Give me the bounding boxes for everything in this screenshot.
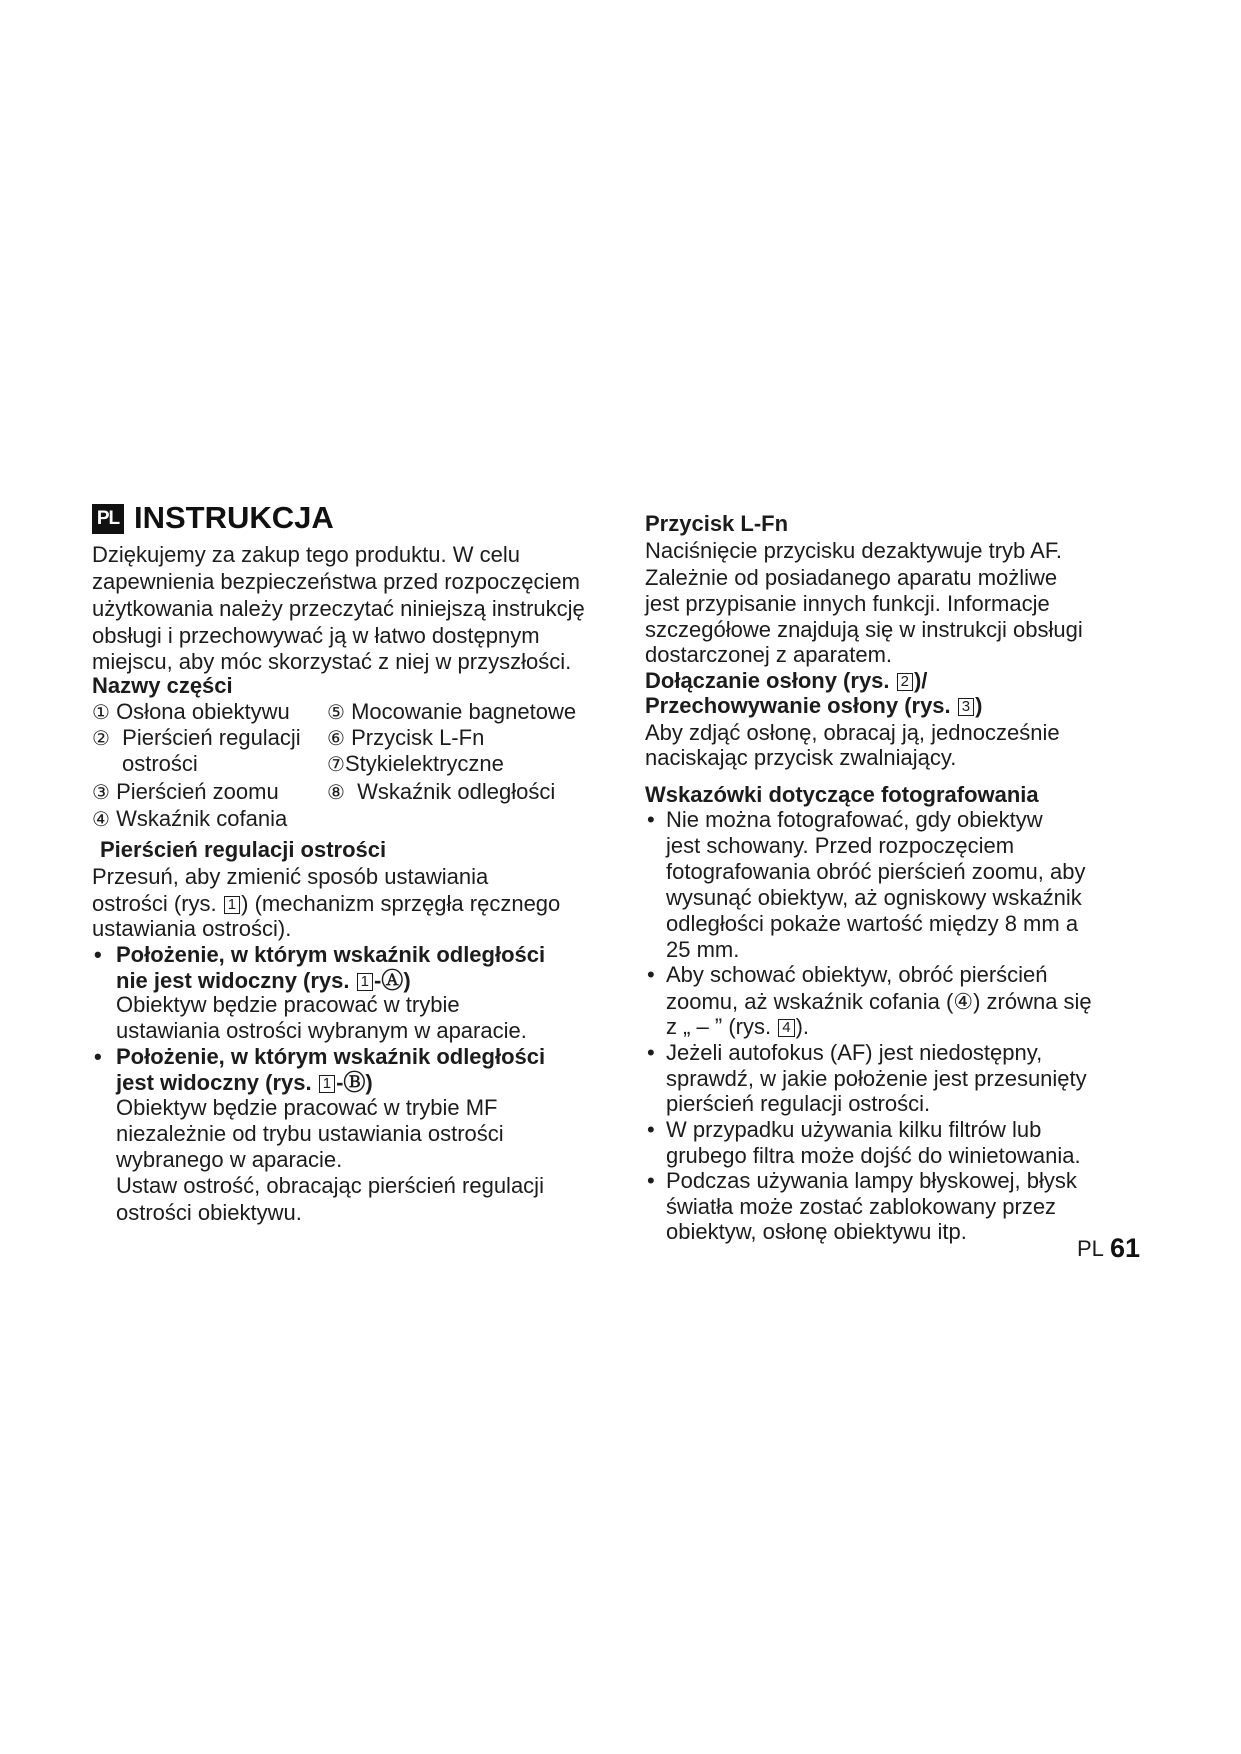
part-label: Osłona obiektywu: [116, 699, 290, 724]
bullet-marker: •: [647, 807, 655, 832]
focus-ring-line: Przesuń, aby zmienić sposób ustawiania: [92, 864, 489, 889]
bullet-title: Położenie, w którym wskaźnik odległości: [116, 942, 546, 967]
figure-ref: 1: [224, 896, 240, 914]
bullet-body-line: ustawiania ostrości wybranym w aparacie.: [116, 1018, 527, 1043]
bullet-marker: •: [647, 1117, 655, 1142]
part-number: ④: [92, 807, 110, 831]
lfn-line: szczegółowe znajdują się w instrukcji obsługi: [645, 617, 1083, 642]
tip-line: Nie można fotografować, gdy obiektyw: [666, 807, 1043, 832]
part-item: [327, 751, 504, 777]
tip-line: fotografowania obróć pierścień zoomu, aby: [666, 859, 1086, 884]
tip-line: światła może zostać zablokowany przez: [666, 1194, 1057, 1219]
figure-ref: 3: [958, 698, 974, 716]
hood-heading: [645, 693, 982, 719]
text-segment: nie jest widoczny (rys.: [116, 968, 356, 993]
footer-language: PL: [1077, 1236, 1104, 1261]
position-mark: -Ⓐ: [373, 968, 404, 993]
bullet-marker: •: [94, 942, 102, 967]
figure-ref: 2: [897, 673, 913, 691]
part-label: Mocowanie bagnetowe: [351, 699, 577, 724]
tip-line: 25 mm.: [666, 937, 740, 962]
text-segment: Przechowywanie osłony (rys.: [645, 693, 957, 718]
part-label: Pierścień regulacji: [122, 725, 301, 750]
lfn-line: Zależnie od posiadanego aparatu możliwe: [645, 565, 1058, 590]
tip-line: sprawdź, w jakie położenie jest przesunięty: [666, 1066, 1087, 1091]
part-label-continued: ostrości: [122, 751, 198, 776]
part-label: Pierścień zoomu: [116, 779, 279, 804]
text-segment: ): [975, 693, 983, 718]
text-segment: Dołączanie osłony (rys.: [645, 668, 896, 693]
part-item: [327, 699, 576, 725]
part-item: [92, 725, 301, 751]
tip-line: zoomu, aż wskaźnik cofania (④) zrówna się: [666, 989, 1092, 1014]
tip-line: obiektyw, osłonę obiektywu itp.: [666, 1219, 967, 1244]
part-number: ⑦: [327, 752, 345, 776]
intro-line: użytkowania należy przeczytać niniejszą instrukcję: [92, 596, 585, 621]
bullet-body-line: Obiektyw będzie pracować w trybie: [116, 992, 460, 1017]
page-title: INSTRUKCJA: [134, 500, 334, 535]
bullet-marker: •: [647, 962, 655, 987]
bullet-title: [116, 1070, 373, 1096]
tip-line: grubego filtra może dojść do winietowania.: [666, 1143, 1081, 1168]
part-number: ⑧: [327, 780, 345, 804]
tip-line: pierścień regulacji ostrości.: [666, 1091, 931, 1116]
hood-line: naciskając przycisk zwalniający.: [645, 745, 957, 770]
part-number: ⑤: [327, 700, 345, 724]
lfn-line: jest przypisanie innych funkcji. Informacje: [645, 591, 1050, 616]
figure-ref: 4: [778, 1019, 794, 1037]
part-item: [327, 725, 484, 751]
intro-line: miejscu, aby móc skorzystać z niej w przyszłości.: [92, 649, 572, 674]
part-number: ①: [92, 700, 110, 724]
bullet-marker: •: [647, 1040, 655, 1065]
tip-line: Aby schować obiektyw, obróć pierścień: [666, 962, 1048, 987]
text-segment: jest widoczny (rys.: [116, 1070, 318, 1095]
parts-heading: Nazwy części: [92, 673, 233, 698]
part-number: ⑥: [327, 726, 345, 750]
focus-ring-line: ustawiania ostrości).: [92, 916, 292, 941]
bullet-title: [116, 968, 411, 994]
bullet-marker: •: [94, 1044, 102, 1069]
tip-line: W przypadku używania kilku filtrów lub: [666, 1117, 1042, 1142]
intro-line: Dziękujemy za zakup tego produktu. W celu: [92, 542, 520, 567]
bullet-body-line: Ustaw ostrość, obracając pierścień regulacji: [116, 1173, 544, 1198]
tips-heading: Wskazówki dotyczące fotografowania: [645, 782, 1039, 807]
part-item: [327, 779, 555, 805]
part-item: [92, 699, 290, 725]
focus-ring-line: [92, 891, 560, 917]
figure-ref: 1: [319, 1075, 335, 1093]
part-label: Wskaźnik cofania: [116, 806, 288, 831]
bullet-title: Położenie, w którym wskaźnik odległości: [116, 1044, 546, 1069]
text-segment: )/: [913, 668, 928, 693]
text-segment: ) (mechanizm sprzęgła ręcznego: [241, 891, 561, 916]
tip-line: wysunąć obiektyw, aż ogniskowy wskaźnik: [666, 885, 1082, 910]
text-segment: ): [365, 1070, 373, 1095]
focus-ring-heading: Pierścień regulacji ostrości: [100, 837, 387, 862]
bullet-body-line: wybranego w aparacie.: [116, 1147, 343, 1172]
part-number: ③: [92, 780, 110, 804]
tip-line: jest schowany. Przed rozpoczęciem: [666, 833, 1015, 858]
tip-line: odległości pokaże wartość między 8 mm a: [666, 911, 1079, 936]
lfn-heading: Przycisk L-Fn: [645, 511, 789, 536]
intro-line: obsługi i przechowywać ją w łatwo dostępnym: [92, 623, 540, 648]
part-item: [92, 779, 279, 805]
part-item: [92, 806, 287, 832]
tip-line: Podczas używania lampy błyskowej, błysk: [666, 1168, 1077, 1193]
position-mark: -Ⓑ: [336, 1070, 366, 1095]
text-segment: z „ – ” (rys.: [666, 1014, 778, 1039]
bullet-body-line: ostrości obiektywu.: [116, 1200, 302, 1225]
bullet-marker: •: [647, 1168, 655, 1193]
bullet-body-line: niezależnie od trybu ustawiania ostrości: [116, 1121, 504, 1146]
text-segment: ).: [795, 1014, 810, 1039]
hood-heading: [645, 668, 927, 694]
intro-line: zapewnienia bezpieczeństwa przed rozpoczęciem: [92, 569, 580, 594]
part-label: Przycisk L-Fn: [351, 725, 485, 750]
tip-line: Jeżeli autofokus (AF) jest niedostępny,: [666, 1040, 1043, 1065]
part-number: ②: [92, 726, 110, 750]
text-segment: ostrości (rys.: [92, 891, 223, 916]
hood-line: Aby zdjąć osłonę, obracaj ją, jednocześnie: [645, 720, 1060, 745]
language-badge: PL: [92, 504, 124, 534]
text-segment: ): [403, 968, 411, 993]
page-number: 61: [1110, 1233, 1141, 1263]
tip-line: [666, 1014, 809, 1040]
part-label: Stykielektryczne: [344, 751, 504, 776]
lfn-line: Naciśnięcie przycisku dezaktywuje tryb AF.: [645, 538, 1062, 563]
part-label: Wskaźnik odległości: [357, 779, 556, 804]
bullet-body-line: Obiektyw będzie pracować w trybie MF: [116, 1095, 498, 1120]
lfn-line: dostarczonej z aparatem.: [645, 642, 893, 667]
figure-ref: 1: [357, 973, 373, 991]
